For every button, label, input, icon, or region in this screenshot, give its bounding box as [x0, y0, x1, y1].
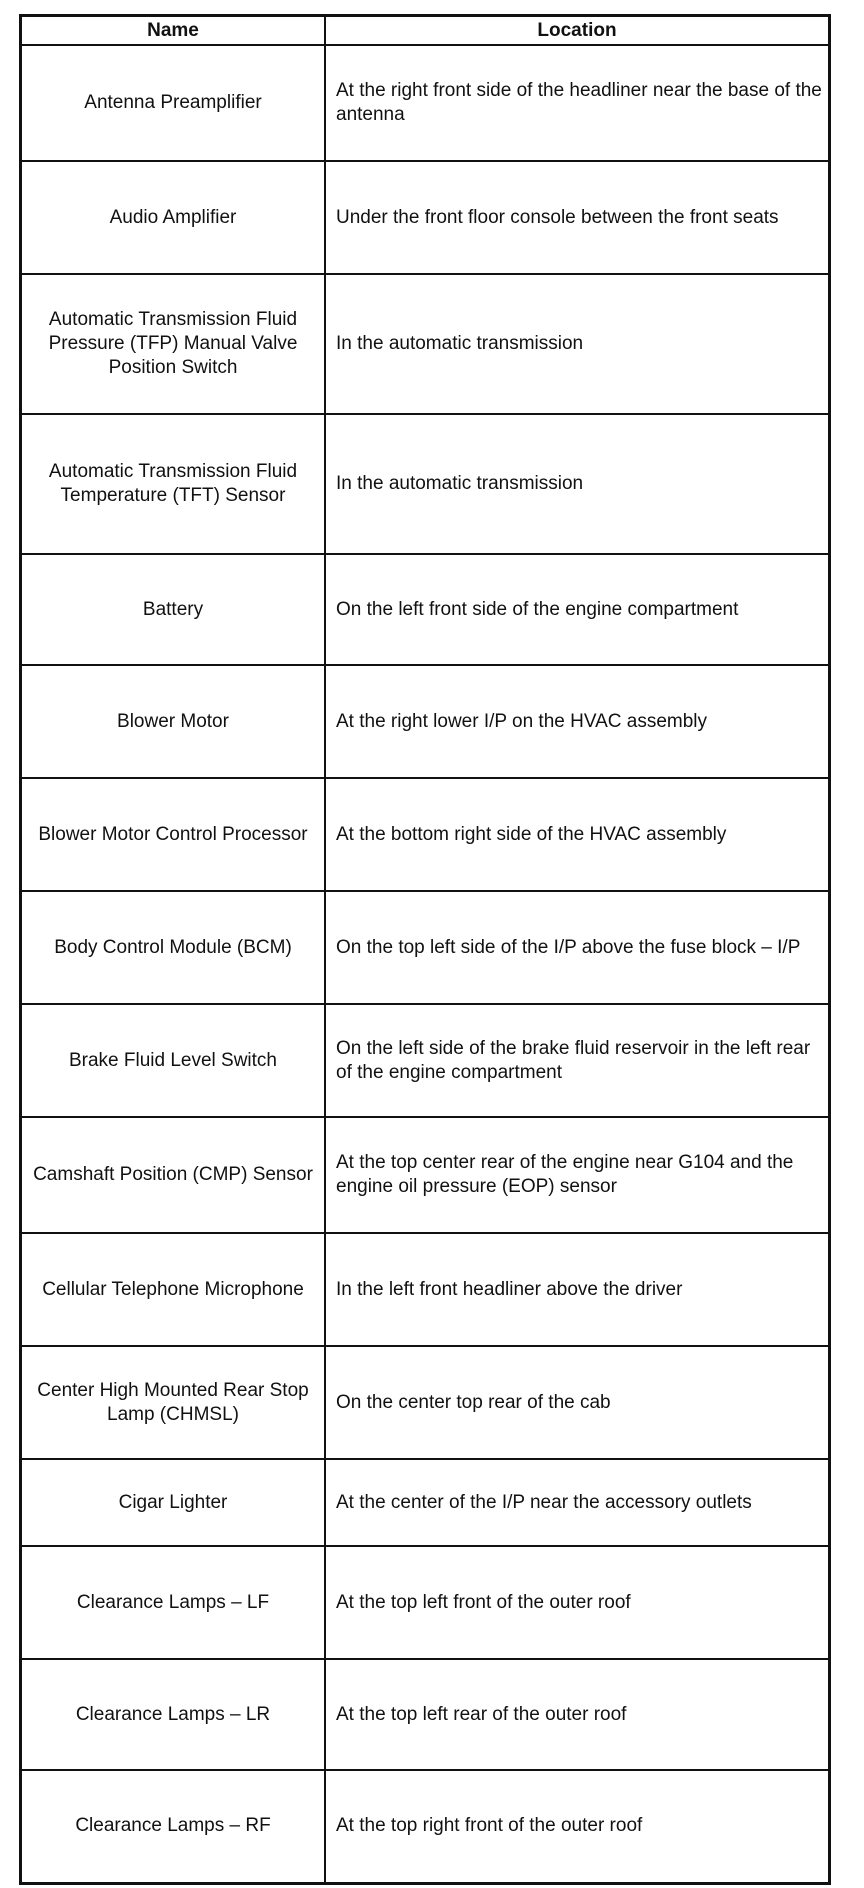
component-location: In the left front headliner above the driver — [325, 1233, 830, 1346]
component-location: On the top left side of the I/P above the fuse block – I/P — [325, 891, 830, 1004]
component-location: On the center top rear of the cab — [325, 1346, 830, 1459]
table-row — [21, 414, 830, 554]
table-row — [21, 1546, 830, 1659]
component-location: At the top right front of the outer roof — [325, 1770, 830, 1883]
table-row — [21, 1659, 830, 1770]
table-row — [21, 1117, 830, 1233]
location-column-header: Location — [325, 16, 830, 46]
table-row — [21, 891, 830, 1004]
component-location-table — [19, 14, 831, 1885]
component-location: At the right lower I/P on the HVAC assembly — [325, 665, 830, 778]
component-location: In the automatic transmission — [325, 274, 830, 414]
component-location: At the top left rear of the outer roof — [325, 1659, 830, 1770]
component-name: Antenna Preamplifier — [21, 45, 326, 161]
name-column-header: Name — [21, 16, 326, 46]
component-name: Camshaft Position (CMP) Sensor — [21, 1117, 326, 1233]
table-row — [21, 554, 830, 665]
component-location: At the top center rear of the engine near G104 and the engine oil pressure (EOP) sensor — [325, 1117, 830, 1233]
header-row — [21, 16, 830, 46]
component-name: Battery — [21, 554, 326, 665]
component-name: Brake Fluid Level Switch — [21, 1004, 326, 1117]
table-row — [21, 1004, 830, 1117]
component-name: Automatic Transmission Fluid Temperature (TFT) Sensor — [21, 414, 326, 554]
component-location: At the bottom right side of the HVAC assembly — [325, 778, 830, 891]
table-row — [21, 1233, 830, 1346]
component-name: Clearance Lamps – RF — [21, 1770, 326, 1883]
component-location: On the left side of the brake fluid reservoir in the left rear of the engine compartment — [325, 1004, 830, 1117]
component-name: Audio Amplifier — [21, 161, 326, 274]
table-row — [21, 274, 830, 414]
component-name: Cellular Telephone Microphone — [21, 1233, 326, 1346]
component-location: At the center of the I/P near the accessory outlets — [325, 1459, 830, 1546]
table-row — [21, 161, 830, 274]
table-row — [21, 45, 830, 161]
component-name: Clearance Lamps – LF — [21, 1546, 326, 1659]
component-location: At the right front side of the headliner near the base of the antenna — [325, 45, 830, 161]
component-name: Automatic Transmission Fluid Pressure (TFP) Manual Valve Position Switch — [21, 274, 326, 414]
table-row — [21, 1459, 830, 1546]
table-row — [21, 778, 830, 891]
component-name: Body Control Module (BCM) — [21, 891, 326, 1004]
table-row — [21, 1770, 830, 1883]
component-name: Blower Motor — [21, 665, 326, 778]
table-row — [21, 1346, 830, 1459]
component-location: On the left front side of the engine compartment — [325, 554, 830, 665]
component-name: Clearance Lamps – LR — [21, 1659, 326, 1770]
component-location: Under the front floor console between the front seats — [325, 161, 830, 274]
component-location: In the automatic transmission — [325, 414, 830, 554]
component-name: Cigar Lighter — [21, 1459, 326, 1546]
table-row — [21, 665, 830, 778]
component-name: Blower Motor Control Processor — [21, 778, 326, 891]
component-location: At the top left front of the outer roof — [325, 1546, 830, 1659]
component-name: Center High Mounted Rear Stop Lamp (CHMSL) — [21, 1346, 326, 1459]
